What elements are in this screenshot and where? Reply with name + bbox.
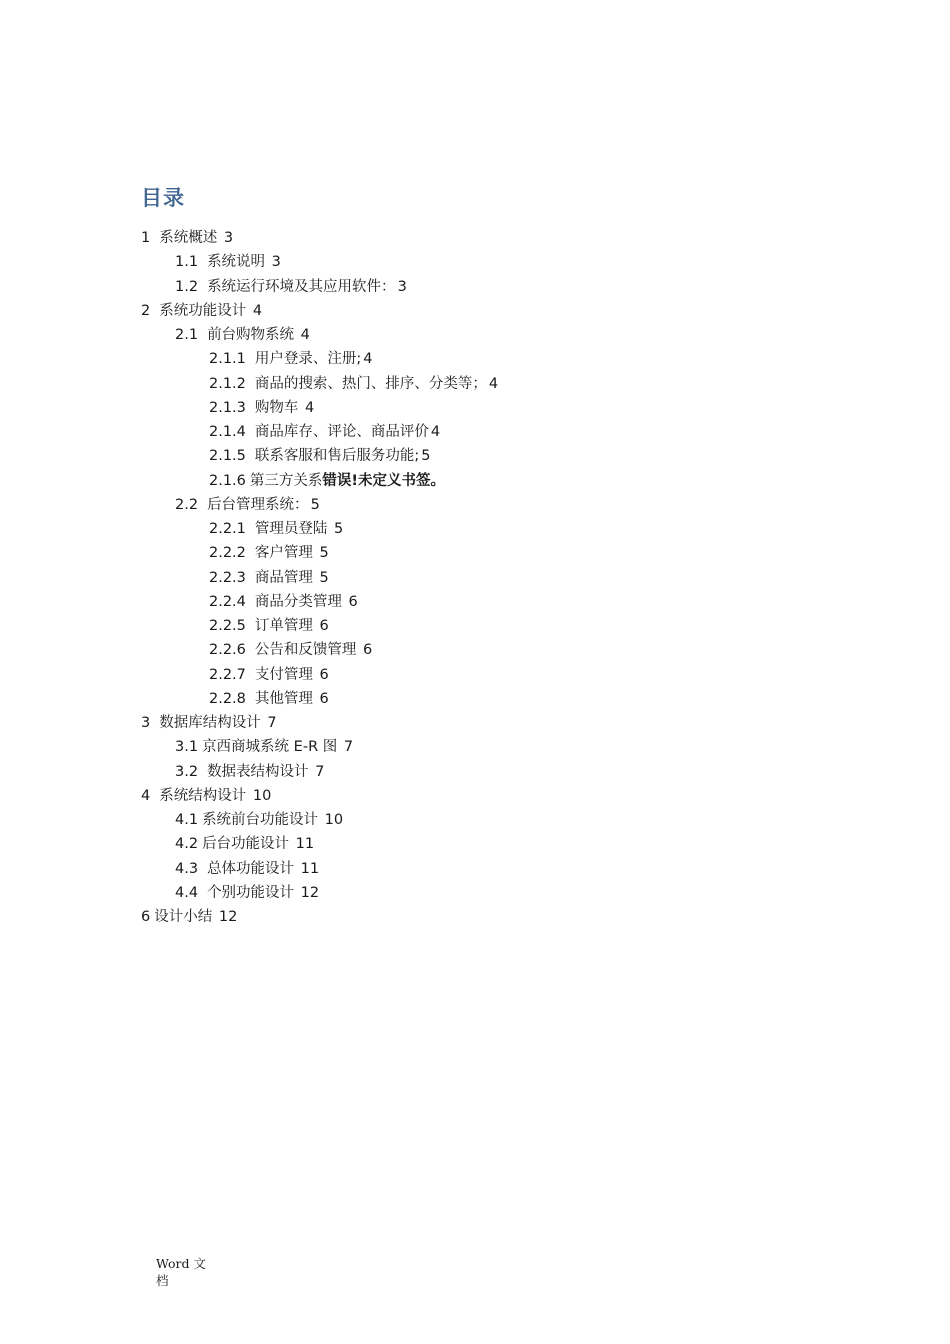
toc-entry[interactable] [141,493,498,517]
toc-entry-page: 10 [324,812,344,828]
footer-label: Word 文档 [156,1256,206,1288]
toc-entry-text: 个别功能设计 [207,884,295,901]
toc-entry-page: 7 [315,763,325,780]
toc-entry-text: 用户登录、注册; [254,351,362,368]
toc-entry-text: 数据表结构设计 [207,763,309,780]
toc-entry[interactable] [141,566,498,590]
toc-entry-page: 5 [319,545,329,562]
toc-entry[interactable] [141,444,498,468]
toc-entry-text: 后台功能设计 [202,836,290,853]
toc-entry-page: 3 [397,278,407,295]
toc-entry-text: 系统前台功能设计 [202,812,319,828]
toc-entry-number: 2.2.5 [209,618,246,634]
toc-entry-page: 3 [223,230,234,246]
toc-entry-number: 2.1.1 [209,351,246,368]
toc-entry-text: 商品分类管理 [254,593,342,610]
toc-entry[interactable] [141,905,498,929]
toc-entry[interactable] [141,250,498,274]
toc-entry-text: 数据库结构设计 [159,715,261,731]
toc-entry-number: 3 [141,715,151,731]
toc-entry-page: 4 [488,375,499,392]
toc-entry-page: 7 [343,739,354,756]
toc-entry-page: 11 [295,836,315,853]
toc-entry[interactable] [141,226,498,250]
toc-entry-page: 3 [271,254,281,271]
toc-entry-text: 京西商城系统 E-R 图 [202,739,338,756]
toc-entry-text: 支付管理 [254,666,313,683]
toc-entry-page: 7 [267,715,277,731]
toc-entry-page: 10 [252,787,272,804]
toc-entry[interactable] [141,614,498,638]
toc-entry-text: 系统概述 [159,230,218,246]
toc-entry-text: 系统结构设计 [159,787,247,804]
toc-entry-number: 2.2 [175,496,199,513]
toc-entry[interactable] [141,469,498,493]
toc-entry-page: 4 [430,424,441,440]
toc-entry-number: 2.1.5 [209,448,246,465]
toc-entry-text: 客户管理 [254,545,313,562]
toc-entry-number: 2.1.4 [209,424,246,440]
toc-entry[interactable] [141,372,498,396]
toc-entry[interactable] [141,541,498,565]
toc-entry[interactable] [141,881,498,905]
toc-entry-number: 6 [141,909,151,925]
toc-entry-page: 6 [319,666,329,683]
toc-entry[interactable] [141,808,498,832]
toc-entry-text: 购物车 [254,399,299,416]
toc-entry-text: 管理员登陆 [254,521,328,537]
toc-entry-number: 2 [141,302,151,319]
toc-entry-text: 前台购物系统 [207,327,295,343]
toc-entry-page: 6 [319,618,329,634]
toc-entry[interactable] [141,299,498,323]
toc-entry-text: 商品管理 [254,569,313,586]
toc-entry-number: 1.1 [175,254,199,271]
toc-entry-page: 12 [218,909,238,925]
toc-entry-text: 总体功能设计 [207,860,295,877]
toc-entry[interactable] [141,517,498,541]
toc-entry[interactable] [141,396,498,420]
toc-entry-text: 系统说明 [207,254,266,271]
toc-entry-page: 4 [305,399,315,416]
toc-entry-number: 4.3 [175,860,199,877]
toc-entry-page: 4 [363,351,373,368]
toc-entry[interactable] [141,638,498,662]
toc-entry-page: 5 [319,569,329,586]
toc-entry[interactable] [141,590,498,614]
toc-entry-number: 2.2.1 [209,521,246,537]
toc-entry-number: 4.4 [175,884,199,901]
toc-entry-number: 2.1 [175,327,199,343]
toc-entry[interactable] [141,347,498,371]
toc-entry-page: 4 [252,302,263,319]
toc-entry-page: 5 [334,521,344,537]
toc-entry-text: 系统运行环境及其应用软件： [207,278,396,295]
toc-entry[interactable] [141,760,498,784]
toc-title: 目录 [141,186,185,210]
toc-entry-number: 4.2 [175,836,199,853]
toc-entry[interactable] [141,711,498,735]
toc-entry[interactable] [141,323,498,347]
toc-entry-number: 2.1.6 [209,472,246,489]
toc-entry-number: 2.2.4 [209,593,246,610]
toc-entry[interactable] [141,857,498,881]
toc-entry[interactable] [141,420,498,444]
toc-entry-number: 2.2.6 [209,642,246,659]
toc-entry[interactable] [141,784,498,808]
toc-entry-number: 4.1 [175,812,199,828]
toc-entry-number: 2.1.2 [209,375,246,392]
toc-entry-text: 其他管理 [254,690,313,707]
toc-entry-text: 设计小结 [154,909,213,925]
toc-entry-number: 1 [141,230,151,246]
toc-entry-text: 后台管理系统： [207,496,309,513]
toc-entry[interactable] [141,687,498,711]
toc-entry[interactable] [141,275,498,299]
toc-entry-text: 订单管理 [254,618,313,634]
toc-entry-number: 3.2 [175,763,199,780]
toc-entry-number: 3.1 [175,739,199,756]
toc-entry-page: 4 [300,327,310,343]
toc-entry-number: 2.2.8 [209,690,246,707]
toc-list [141,226,498,929]
toc-entry[interactable] [141,663,498,687]
toc-entry-text: 系统功能设计 [159,302,247,319]
toc-entry-text: 公告和反馈管理 [254,642,357,659]
toc-entry-number: 2.2.2 [209,545,246,562]
toc-entry-number: 1.2 [175,278,199,295]
toc-entry[interactable] [141,832,498,856]
toc-entry-text: 商品库存、评论、商品评价 [254,424,429,440]
toc-entry-text: 商品的搜索、热门、排序、分类等； [254,375,487,392]
toc-entry-page: 6 [348,593,358,610]
toc-entry-number: 2.2.3 [209,569,246,586]
toc-error-text: 错误!未定义书签。 [322,472,446,489]
toc-entry-page: 6 [363,642,373,659]
toc-entry-page: 5 [421,448,431,465]
toc-entry-page: 12 [300,884,320,901]
toc-entry-page: 11 [300,860,320,877]
toc-entry-text: 第三方关系 [249,472,323,489]
toc-entry-page: 6 [319,690,329,707]
toc-entry-number: 2.2.7 [209,666,246,683]
toc-entry-number: 2.1.3 [209,399,246,416]
toc-entry-text: 联系客服和售后服务功能; [254,448,420,465]
toc-entry[interactable] [141,735,498,759]
toc-entry-page: 5 [310,496,320,513]
toc-entry-number: 4 [141,787,151,804]
